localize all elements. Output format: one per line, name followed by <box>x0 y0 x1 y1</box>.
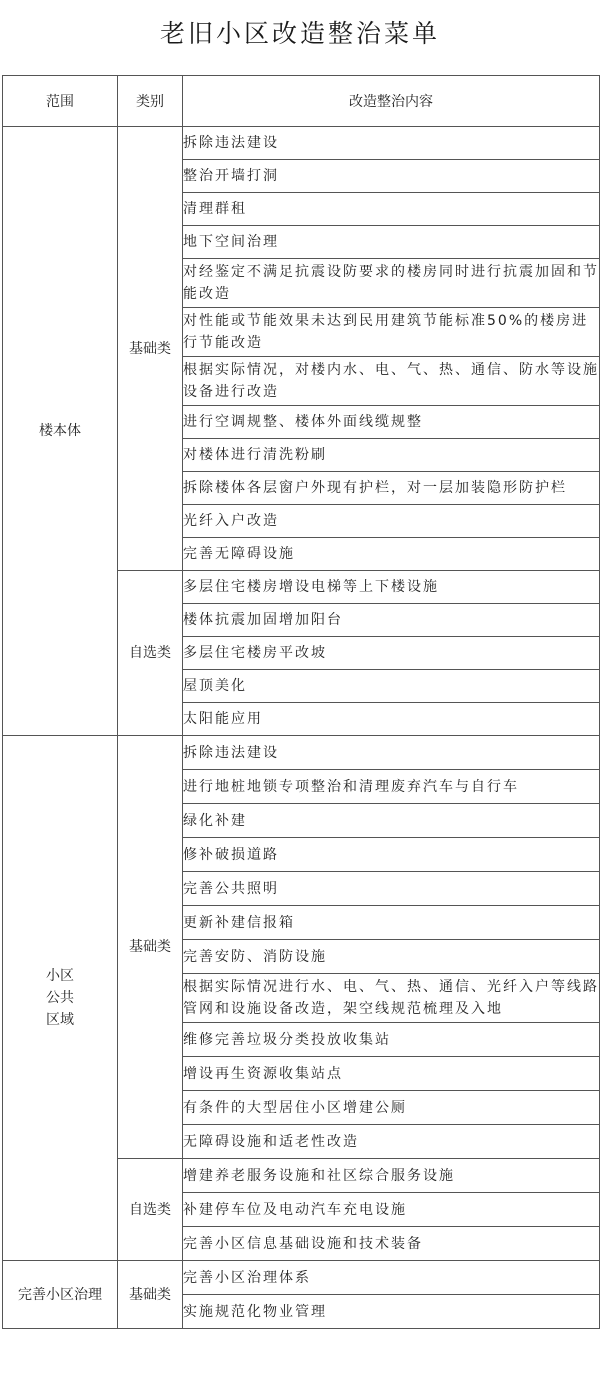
category-cell-optional: 自选类 <box>118 1159 183 1261</box>
content-cell: 光纤入户改造 <box>183 505 600 538</box>
content-cell: 增设再生资源收集站点 <box>183 1057 600 1091</box>
content-cell: 清理群租 <box>183 193 600 226</box>
content-cell: 实施规范化物业管理 <box>183 1295 600 1329</box>
content-cell: 有条件的大型居住小区增建公厕 <box>183 1091 600 1125</box>
table-row <box>3 1261 600 1295</box>
content-cell: 多层住宅楼房增设电梯等上下楼设施 <box>183 571 600 604</box>
content-cell: 拆除楼体各层窗户外现有护栏，对一层加装隐形防护栏 <box>183 472 600 505</box>
content-cell: 完善公共照明 <box>183 872 600 906</box>
scope-line: 区域 <box>46 1012 74 1028</box>
content-cell: 楼体抗震加固增加阳台 <box>183 604 600 637</box>
header-content: 改造整治内容 <box>183 76 600 127</box>
category-cell-basic: 基础类 <box>118 127 183 571</box>
content-cell: 对经鉴定不满足抗震设防要求的楼房同时进行抗震加固和节能改造 <box>183 259 600 308</box>
table-row <box>3 127 600 160</box>
content-cell: 完善无障碍设施 <box>183 538 600 571</box>
scope-line: 小区 <box>46 968 74 984</box>
document-title: 老旧小区改造整治菜单 <box>159 19 440 48</box>
content-cell: 增建养老服务设施和社区综合服务设施 <box>183 1159 600 1193</box>
scope-cell-governance: 完善小区治理 <box>3 1261 118 1329</box>
header-scope: 范围 <box>3 76 118 127</box>
content-cell: 太阳能应用 <box>183 703 600 736</box>
content-cell: 整治开墙打洞 <box>183 160 600 193</box>
table-header-row <box>3 76 600 127</box>
content-cell: 维修完善垃圾分类投放收集站 <box>183 1023 600 1057</box>
category-cell-optional: 自选类 <box>118 571 183 736</box>
content-cell: 完善安防、消防设施 <box>183 940 600 974</box>
content-cell: 完善小区信息基础设施和技术装备 <box>183 1227 600 1261</box>
content-cell: 进行地桩地锁专项整治和清理废弃汽车与自行车 <box>183 770 600 804</box>
category-cell-basic: 基础类 <box>118 736 183 1159</box>
renovation-menu-table <box>2 75 600 1329</box>
content-cell: 修补破损道路 <box>183 838 600 872</box>
scope-line: 公共 <box>46 990 74 1006</box>
scope-cell-building: 楼本体 <box>3 127 118 736</box>
content-cell: 进行空调规整、楼体外面线缆规整 <box>183 406 600 439</box>
content-cell: 无障碍设施和适老性改造 <box>183 1125 600 1159</box>
content-cell: 完善小区治理体系 <box>183 1261 600 1295</box>
content-cell: 对楼体进行清洗粉刷 <box>183 439 600 472</box>
content-cell: 多层住宅楼房平改坡 <box>183 637 600 670</box>
content-cell: 对性能或节能效果未达到民用建筑节能标准50%的楼房进行节能改造 <box>183 308 600 357</box>
content-cell: 更新补建信报箱 <box>183 906 600 940</box>
content-cell: 绿化补建 <box>183 804 600 838</box>
category-cell-basic: 基础类 <box>118 1261 183 1329</box>
content-cell: 根据实际情况，对楼内水、电、气、热、通信、防水等设施设备进行改造 <box>183 357 600 406</box>
content-cell: 地下空间治理 <box>183 226 600 259</box>
content-cell: 根据实际情况进行水、电、气、热、通信、光纤入户等线路管网和设施设备改造，架空线规范梳理及入地 <box>183 974 600 1023</box>
scope-cell-public-area <box>3 736 118 1261</box>
content-cell: 拆除违法建设 <box>183 127 600 160</box>
header-category: 类别 <box>118 76 183 127</box>
content-cell: 拆除违法建设 <box>183 736 600 770</box>
table-row <box>3 736 600 770</box>
content-cell: 补建停车位及电动汽车充电设施 <box>183 1193 600 1227</box>
content-cell: 屋顶美化 <box>183 670 600 703</box>
